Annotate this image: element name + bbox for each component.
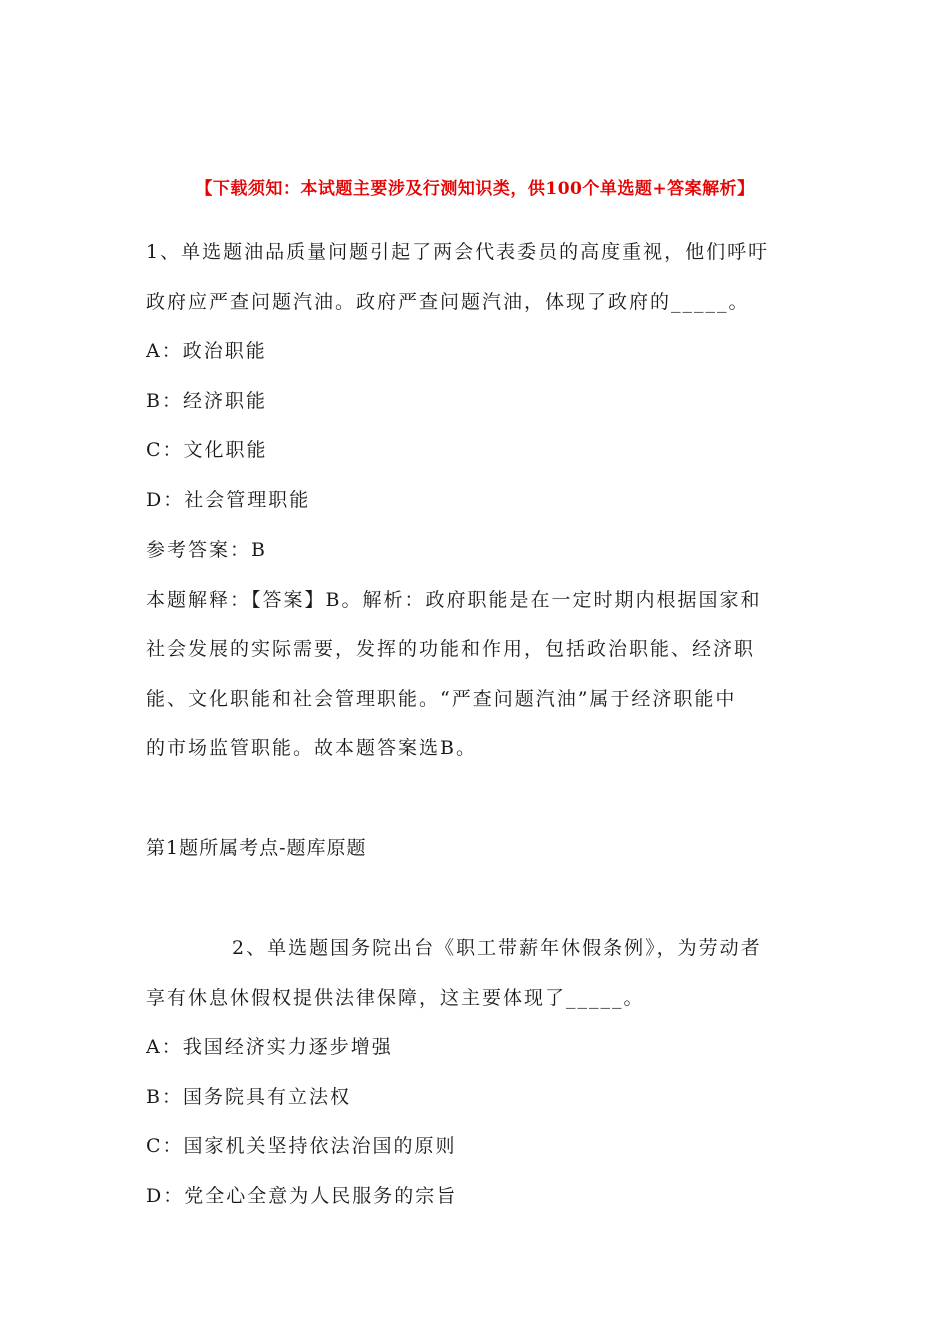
question-1-text-line-2: 政府应严查问题汽油。政府严查问题汽油，体现了政府的_____。	[146, 291, 750, 313]
download-notice: 【下载须知：本试题主要涉及行测知识类，供100个单选题+答案解析】	[195, 179, 755, 199]
question-1-option-b: B：经济职能	[146, 390, 267, 412]
question-1-text-line-1: 1、单选题油品质量问题引起了两会代表委员的高度重视，他们呼吁	[146, 241, 770, 263]
question-1-topic: 第1题所属考点-题库原题	[146, 837, 367, 859]
question-2-option-c: C：国家机关坚持依法治国的原则	[146, 1135, 457, 1157]
question-1-explanation-line-1: 本题解释：【答案】B。解析：政府职能是在一定时期内根据国家和	[146, 589, 762, 611]
question-2-text-line-2: 享有休息休假权提供法律保障，这主要体现了_____。	[146, 987, 645, 1009]
question-2-option-b: B：国务院具有立法权	[146, 1086, 351, 1108]
question-2-text-line-1: 2、单选题国务院出台《职工带薪年休假条例》，为劳动者	[232, 937, 762, 959]
question-2-option-a: A：我国经济实力逐步增强	[146, 1036, 393, 1058]
question-1-option-d: D：社会管理职能	[146, 489, 311, 511]
question-1-explanation-line-3: 能、文化职能和社会管理职能。“严查问题汽油”属于经济职能中	[146, 688, 737, 710]
question-1-explanation-line-2: 社会发展的实际需要，发挥的功能和作用，包括政治职能、经济职	[146, 638, 756, 660]
question-1-option-a: A：政治职能	[146, 340, 267, 362]
question-1-option-c: C：文化职能	[146, 439, 268, 461]
question-2-option-d: D：党全心全意为人民服务的宗旨	[146, 1185, 458, 1207]
question-1-explanation-line-4: 的市场监管职能。故本题答案选B。	[146, 737, 477, 759]
question-1-answer: 参考答案：B	[146, 539, 267, 561]
